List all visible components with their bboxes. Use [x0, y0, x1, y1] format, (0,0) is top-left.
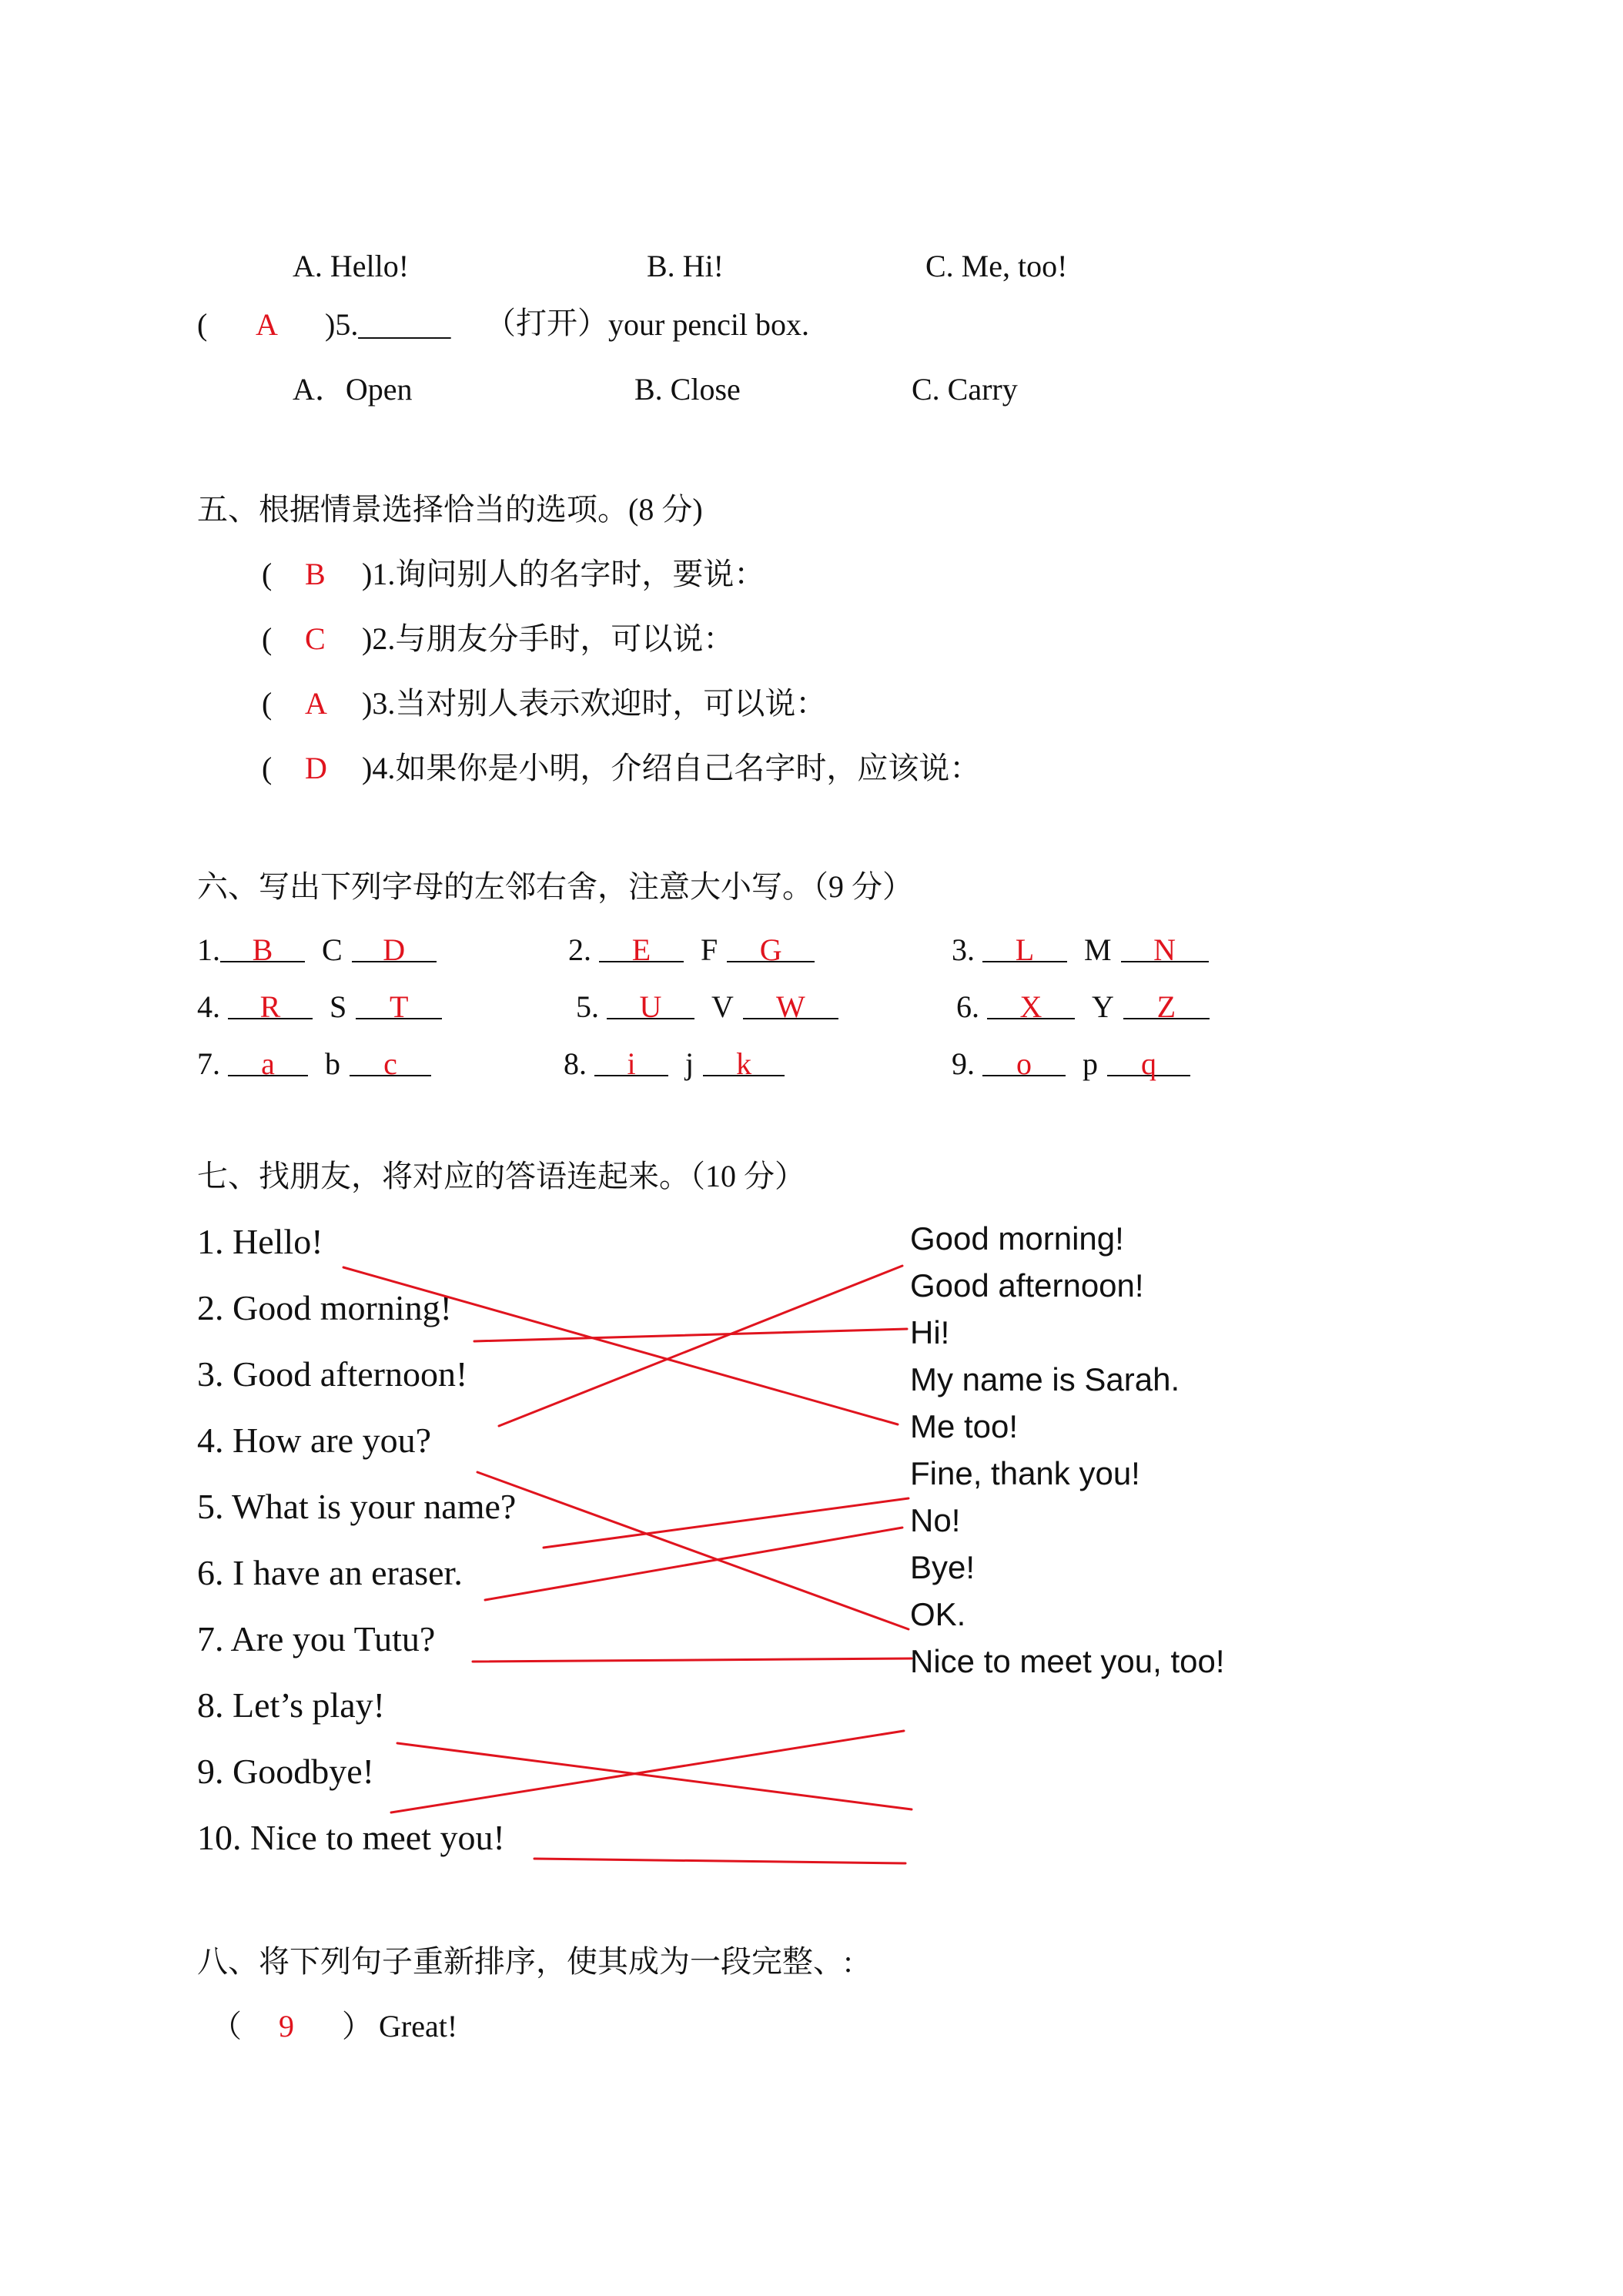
letter-right-answer: c — [350, 1046, 431, 1076]
sec5-answer-2: C — [305, 621, 326, 656]
letter-left-answer: o — [982, 1046, 1066, 1076]
letter-left-answer: X — [987, 989, 1075, 1019]
q4-option-a: A. Hello! — [293, 249, 410, 283]
letter-given: p — [1083, 1046, 1098, 1081]
match-right-9: OK. — [910, 1596, 966, 1632]
letter-left-answer: a — [228, 1046, 308, 1076]
section5-title: 五、根据情景选择恰当的选项。(8 分) — [197, 492, 703, 527]
letter-left-answer: B — [220, 932, 305, 962]
match-left-9: 9. Goodbye! — [197, 1752, 374, 1791]
section6-title: 六、写出下列字母的左邻右舍，注意大小写。（9 分） — [197, 869, 913, 904]
match-left-4: 4. How are you? — [197, 1421, 432, 1460]
match-right-1: Good morning! — [910, 1220, 1124, 1257]
letter-right-answer: W — [743, 989, 838, 1019]
match-line — [474, 1329, 907, 1341]
letter-left-answer: U — [607, 989, 694, 1019]
section8-title: 八、将下列句子重新排序，使其成为一段完整、: — [197, 1944, 853, 1979]
letter-right-answer: D — [352, 932, 437, 962]
match-left-2: 2. Good morning! — [197, 1288, 452, 1327]
letter-right-answer: T — [356, 989, 442, 1019]
match-right-10: Nice to meet you, too! — [910, 1643, 1225, 1679]
letter-right-answer: N — [1121, 932, 1209, 962]
match-left-1: 1. Hello! — [197, 1222, 323, 1261]
match-line — [544, 1498, 909, 1548]
letter-item-num: 5. — [576, 989, 599, 1024]
letter-given: S — [330, 989, 347, 1024]
letter-right-answer: Z — [1123, 989, 1210, 1019]
q5-paren-open: ( — [197, 307, 208, 342]
letter-right-answer: G — [727, 932, 815, 962]
letter-right-answer: k — [703, 1046, 785, 1076]
q4-option-b: B. Hi! — [647, 249, 724, 283]
letter-item-num: 4. — [197, 989, 220, 1024]
match-line — [499, 1266, 902, 1426]
match-right-5: Me too! — [910, 1408, 1019, 1444]
match-line — [473, 1658, 912, 1662]
letter-left-answer: E — [599, 932, 684, 962]
letter-item-num: 8. — [564, 1046, 587, 1081]
match-right-6: Fine, thank you! — [910, 1455, 1140, 1491]
match-left-8: 8. Let’s play! — [197, 1685, 385, 1725]
match-left-10: 10. Nice to meet you! — [197, 1818, 505, 1857]
letter-item-num: 3. — [952, 932, 975, 967]
sec5-item-1: ( — [262, 557, 273, 591]
sec5-text-1: )1.询问别人的名字时，要说： — [362, 557, 765, 591]
sec8-text: Great! — [379, 2009, 458, 2043]
match-left-3: 3. Good afternoon! — [197, 1354, 468, 1394]
match-line — [391, 1731, 904, 1812]
match-right-2: Good afternoon! — [910, 1267, 1144, 1304]
sec8-paren-close: ） — [342, 2009, 373, 2043]
sec8-answer: 9 — [279, 2009, 294, 2043]
letter-given: V — [711, 989, 734, 1024]
letter-given: F — [701, 932, 718, 967]
letter-right-answer: q — [1107, 1046, 1190, 1076]
q5-option-c: C. Carry — [912, 372, 1018, 407]
q5-rest: your pencil box. — [608, 307, 810, 342]
q5-stem: )5.______ — [325, 307, 451, 342]
match-line — [534, 1859, 905, 1863]
match-line — [485, 1528, 902, 1600]
letter-given: Y — [1092, 989, 1114, 1024]
match-left-7: 7. Are you Tutu? — [197, 1619, 436, 1658]
letter-item-num: 7. — [197, 1046, 220, 1081]
sec8-paren-open: （ — [211, 2009, 242, 2043]
sec5-answer-4: D — [305, 751, 327, 785]
sec5-text-4: )4.如果你是小明，介绍自己名字时，应该说： — [362, 751, 981, 785]
sec5-item-4: ( — [262, 751, 273, 785]
letter-given: j — [685, 1046, 694, 1081]
sec5-answer-1: B — [305, 557, 326, 591]
letter-given: b — [325, 1046, 340, 1081]
letter-left-answer: R — [228, 989, 313, 1019]
match-left-5: 5. What is your name? — [197, 1487, 517, 1526]
match-right-3: Hi! — [910, 1314, 950, 1350]
letter-item-num: 9. — [952, 1046, 975, 1081]
match-line — [477, 1472, 909, 1629]
letter-item-num: 2. — [568, 932, 591, 967]
letter-item-num: 1. — [197, 932, 220, 967]
sec5-text-2: )2.与朋友分手时，可以说： — [362, 621, 735, 656]
letter-left-answer: L — [982, 932, 1067, 962]
sec5-answer-3: A — [305, 686, 327, 721]
sec5-item-3: ( — [262, 686, 273, 721]
sec5-item-2: ( — [262, 621, 273, 656]
q5-option-a: A．Open — [293, 372, 413, 407]
letter-left-answer: i — [594, 1046, 668, 1076]
letter-given: M — [1084, 932, 1112, 967]
q5-hint: （打开） — [485, 306, 608, 340]
q5-answer: A — [256, 307, 278, 342]
q5-option-b: B. Close — [634, 372, 741, 407]
match-right-7: No! — [910, 1502, 961, 1538]
match-line — [343, 1267, 898, 1424]
section7-title: 七、找朋友，将对应的答语连起来。（10 分） — [197, 1159, 805, 1193]
q4-option-c: C. Me, too! — [925, 249, 1068, 283]
match-right-8: Bye! — [910, 1549, 975, 1585]
sec5-text-3: )3.当对别人表示欢迎时，可以说： — [362, 686, 827, 721]
letter-item-num: 6. — [956, 989, 979, 1024]
letter-given: C — [322, 932, 343, 967]
match-left-6: 6. I have an eraser. — [197, 1553, 463, 1592]
match-right-4: My name is Sarah. — [910, 1361, 1180, 1397]
